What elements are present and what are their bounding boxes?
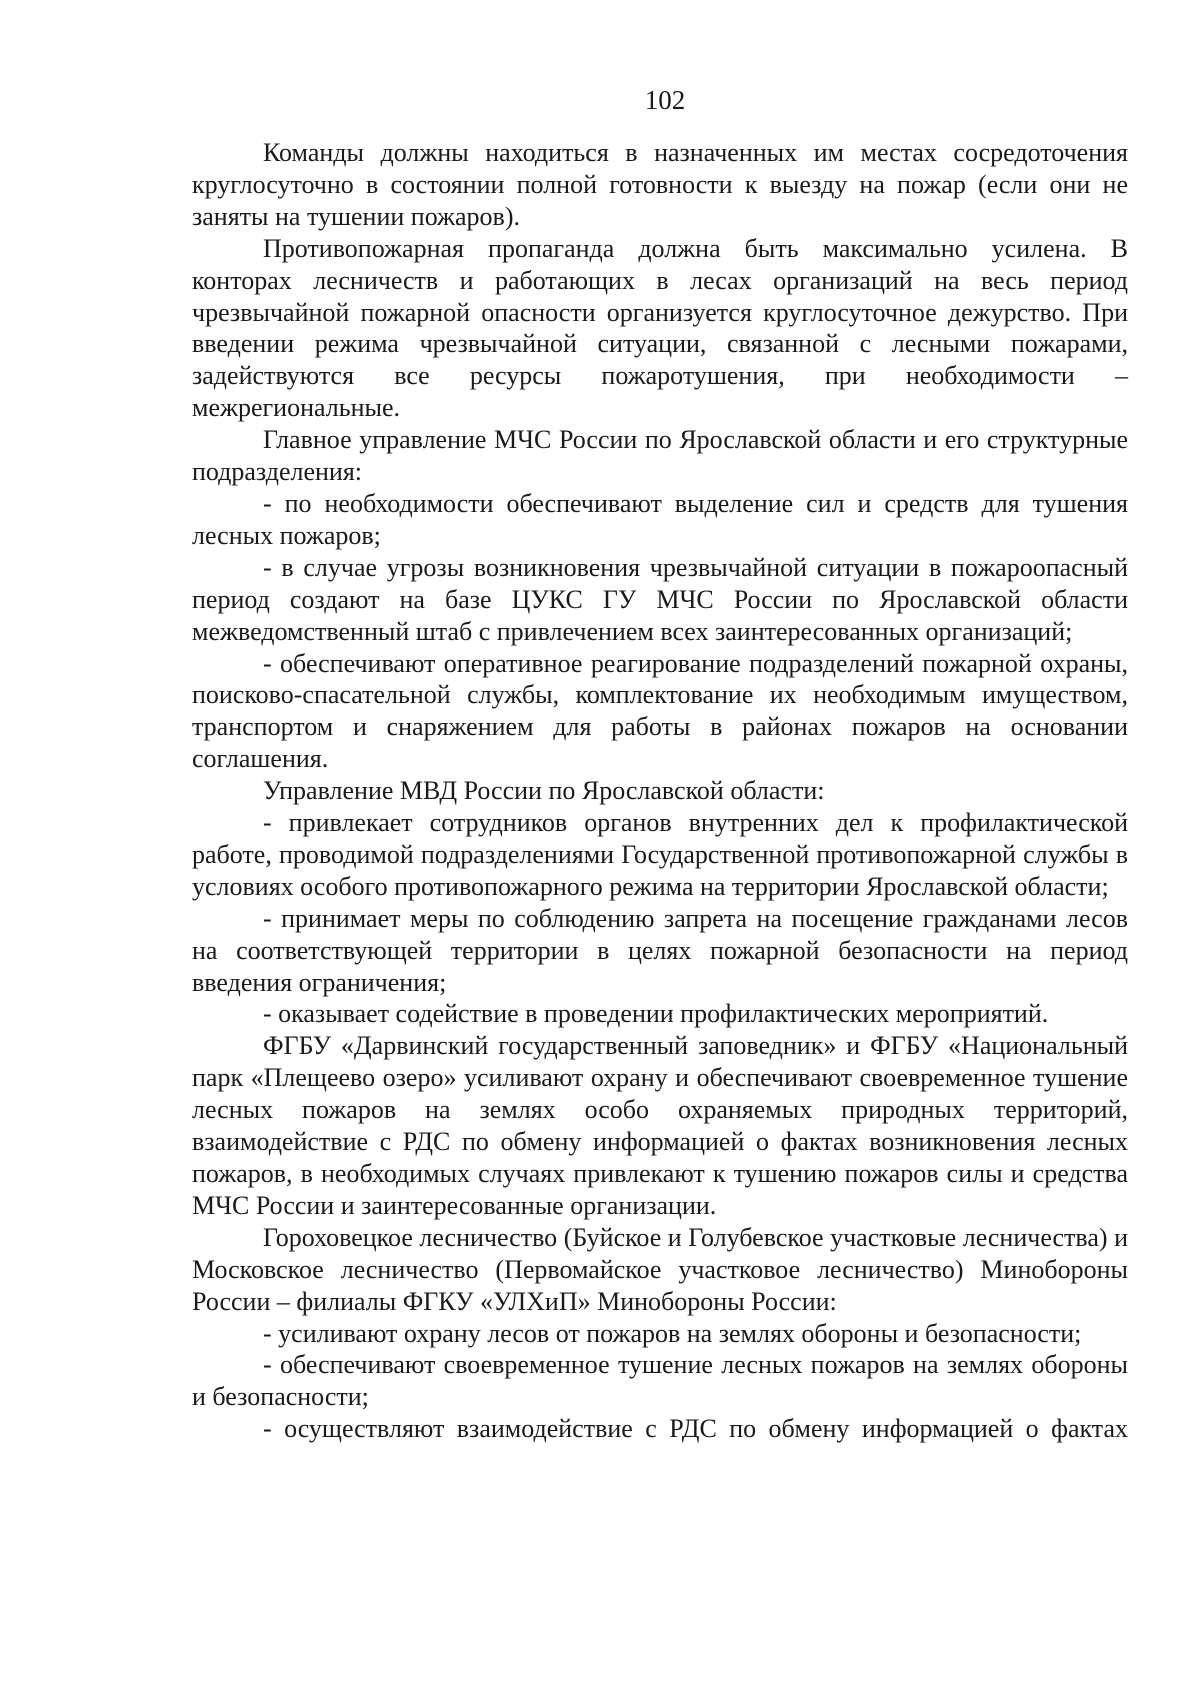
paragraph-reserves: ФГБУ «Дарвинский государственный заповедник» и ФГБУ «Национальный парк «Плещеево озеро» усиливают охрану и обеспечивают своевременное тушение лесных пожаров на землях особо охраняемых природных территорий, взаимодействие с РДС по обмену информацией о фактах возникновения лесных пожаров, в необходимых случаях привлекают к тушению пожаров силы и средства МЧС России и заинтересованные организации.: [192, 1031, 1128, 1220]
paragraph-mchs-heading: Главное управление МЧС России по Ярославской области и его структурные подразделения:: [192, 425, 1128, 487]
paragraph-defense-item-2: - обеспечивают своевременное тушение лесных пожаров на землях обороны и безопасности;: [192, 1350, 1128, 1412]
paragraph-mchs-item-1: - по необходимости обеспечивают выделение сил и средств для тушения лесных пожаров;: [192, 488, 1128, 550]
paragraph-teams-readiness: Команды должны находиться в назначенных им местах сосредоточения круглосуточно в состоянии полной готовности к выезду на пожар (если они не заняты на тушении пожаров).: [192, 138, 1128, 231]
document-body: [192, 137, 1128, 1445]
paragraph-mchs-item-2: - в случае угрозы возникновения чрезвычайной ситуации в пожароопасный период создают на базе ЦУКС ГУ МЧС России по Ярославской области межведомственный штаб с привлечением всех заинтересованных организаций;: [192, 552, 1128, 646]
paragraph-defense-forestries: Гороховецкое лесничество (Буйское и Голубевское участковые лесничества) и Московское лесничество (Первомайское участковое лесничество) Минобороны России – филиалы ФГКУ «УЛХиП» Минобороны России:: [192, 1222, 1128, 1316]
paragraph-mvd-heading: Управление МВД России по Ярославской области:: [263, 776, 825, 806]
page-number: 102: [644, 85, 686, 115]
paragraph-fire-propaganda: Противопожарная пропаганда должна быть максимально усилена. В конторах лесничеств и работающих в лесах организаций на весь период чрезвычайной пожарной опасности организуется круглосуточное дежурство. При введении режима чрезвычайной ситуации, связанной с лесными пожарами, задействуются все ресурсы пожаротушения, при необходимости – межрегиональные.: [192, 233, 1128, 423]
paragraph-defense-item-3: - осуществляют взаимодействие с РДС по обмену информацией о фактах: [263, 1414, 1128, 1444]
paragraph-mvd-item-1: - привлекает сотрудников органов внутренних дел к профилактической работе, проводимой подразделениями Государственной противопожарной службы в условиях особого противопожарного режима на территории Ярославской области;: [192, 808, 1128, 901]
paragraph-defense-item-1: - усиливают охрану лесов от пожаров на землях обороны и безопасности;: [263, 1318, 1082, 1348]
paragraph-mvd-item-3: - оказывает содействие в проведении профилактических мероприятий.: [263, 999, 1049, 1029]
paragraph-mvd-item-2: - принимает меры по соблюдению запрета на посещение гражданами лесов на соответствующей территории в целях пожарной безопасности на период введения ограничения;: [192, 903, 1128, 997]
paragraph-mchs-item-3: - обеспечивают оперативное реагирование подразделений пожарной охраны, поисково-спасательной службы, комплектование их необходимым имуществом, транспортом и снаряжением для работы в районах пожаров на основании соглашения.: [192, 648, 1128, 774]
